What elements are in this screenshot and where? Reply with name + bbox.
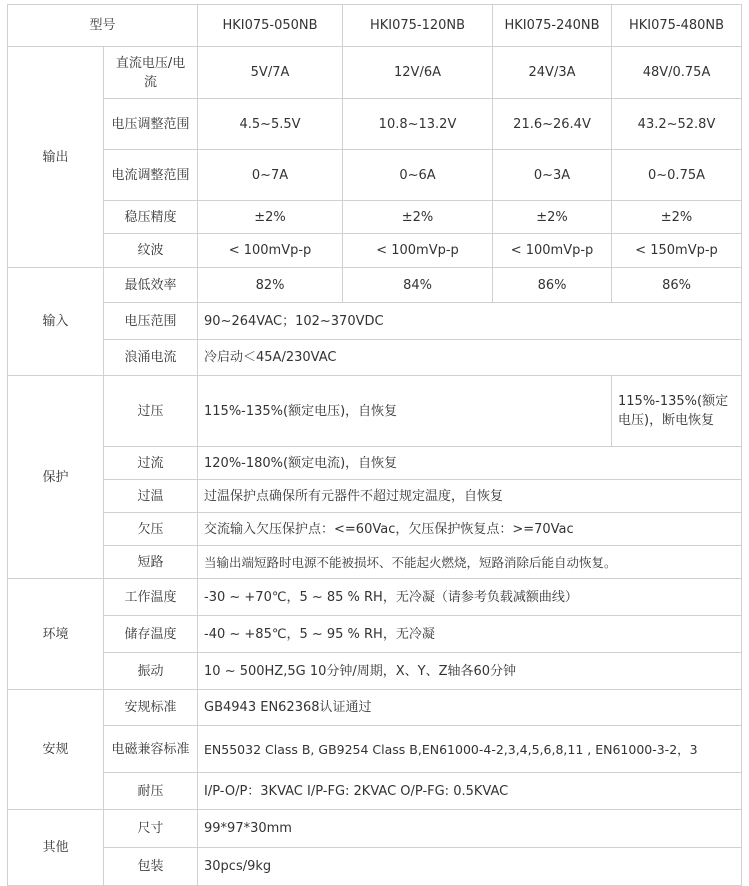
table-row bbox=[8, 376, 742, 447]
table-row bbox=[8, 480, 742, 513]
table-row bbox=[8, 690, 742, 726]
row-label: 短路 bbox=[104, 546, 198, 579]
model-240nb: HKI075-240NB bbox=[493, 5, 612, 47]
group-protection: 保护 bbox=[8, 376, 104, 579]
table-row bbox=[8, 513, 742, 546]
table-row bbox=[8, 47, 742, 99]
cell: 5V/7A bbox=[198, 47, 343, 99]
row-label: 最低效率 bbox=[104, 268, 198, 303]
cell: EN55032 Class B, GB9254 Class B,EN61000-4-2,3,4,5,6,8,11 , EN61000-3-2，3 bbox=[198, 726, 742, 773]
cell: 48V/0.75A bbox=[612, 47, 742, 99]
table-row bbox=[8, 773, 742, 810]
group-environment: 环境 bbox=[8, 579, 104, 690]
cell: 冷启动＜45A/230VAC bbox=[198, 340, 742, 376]
row-label: 包装 bbox=[104, 848, 198, 886]
row-label: 稳压精度 bbox=[104, 201, 198, 234]
row-label: 浪涌电流 bbox=[104, 340, 198, 376]
cell: 99*97*30mm bbox=[198, 810, 742, 848]
model-050nb: HKI075-050NB bbox=[198, 5, 343, 47]
model-header-label: 型号 bbox=[8, 5, 198, 47]
row-label: 电压范围 bbox=[104, 303, 198, 340]
cell: 当输出端短路时电源不能被损坏、不能起火燃烧，短路消除后能自动恢复。 bbox=[198, 546, 742, 579]
cell: 43.2~52.8V bbox=[612, 99, 742, 150]
cell: 0~0.75A bbox=[612, 150, 742, 201]
table-row bbox=[8, 303, 742, 340]
cell: 86% bbox=[612, 268, 742, 303]
row-label: 尺寸 bbox=[104, 810, 198, 848]
row-label: 过温 bbox=[104, 480, 198, 513]
table-row bbox=[8, 810, 742, 848]
cell: -30 ~ +70℃，5 ~ 85 % RH，无冷凝（请参考负载减额曲线） bbox=[198, 579, 742, 616]
table-row bbox=[8, 579, 742, 616]
cell: 86% bbox=[493, 268, 612, 303]
cell: 24V/3A bbox=[493, 47, 612, 99]
cell: 115%-135%(额定电压)，自恢复 bbox=[198, 376, 612, 447]
row-label: 直流电压/电流 bbox=[104, 47, 198, 99]
row-label: 欠压 bbox=[104, 513, 198, 546]
model-480nb: HKI075-480NB bbox=[612, 5, 742, 47]
cell: 4.5~5.5V bbox=[198, 99, 343, 150]
cell: 90~264VAC；102~370VDC bbox=[198, 303, 742, 340]
group-other: 其他 bbox=[8, 810, 104, 886]
table-row bbox=[8, 616, 742, 653]
table-row bbox=[8, 340, 742, 376]
cell: 交流输入欠压保护点：<=60Vac，欠压保护恢复点：>=70Vac bbox=[198, 513, 742, 546]
cell: ±2% bbox=[343, 201, 493, 234]
group-output: 输出 bbox=[8, 47, 104, 268]
group-safety: 安规 bbox=[8, 690, 104, 810]
model-120nb: HKI075-120NB bbox=[343, 5, 493, 47]
cell: 115%-135%(额定电压)，断电恢复 bbox=[612, 376, 742, 447]
cell: ±2% bbox=[198, 201, 343, 234]
table-row bbox=[8, 653, 742, 690]
table-row bbox=[8, 546, 742, 579]
table-row bbox=[8, 268, 742, 303]
cell: I/P-O/P：3KVAC I/P-FG: 2KVAC O/P-FG: 0.5KVAC bbox=[198, 773, 742, 810]
table-row bbox=[8, 726, 742, 773]
cell: < 100mVp-p bbox=[493, 234, 612, 268]
cell: 过温保护点确保所有元器件不超过规定温度，自恢复 bbox=[198, 480, 742, 513]
row-label: 储存温度 bbox=[104, 616, 198, 653]
cell: 10 ~ 500HZ,5G 10分钟/周期，X、Y、Z轴各60分钟 bbox=[198, 653, 742, 690]
row-label: 工作温度 bbox=[104, 579, 198, 616]
table-row bbox=[8, 99, 742, 150]
cell: 0~6A bbox=[343, 150, 493, 201]
group-input: 输入 bbox=[8, 268, 104, 376]
table-row bbox=[8, 234, 742, 268]
row-label: 振动 bbox=[104, 653, 198, 690]
row-label: 电磁兼容标准 bbox=[104, 726, 198, 773]
row-label: 过压 bbox=[104, 376, 198, 447]
cell: < 100mVp-p bbox=[343, 234, 493, 268]
cell: -40 ~ +85℃，5 ~ 95 % RH，无冷凝 bbox=[198, 616, 742, 653]
cell: 10.8~13.2V bbox=[343, 99, 493, 150]
header-row bbox=[8, 5, 742, 47]
row-label: 电流调整范围 bbox=[104, 150, 198, 201]
cell: 0~7A bbox=[198, 150, 343, 201]
row-label: 过流 bbox=[104, 447, 198, 480]
row-label: 纹波 bbox=[104, 234, 198, 268]
cell: GB4943 EN62368认证通过 bbox=[198, 690, 742, 726]
cell: < 150mVp-p bbox=[612, 234, 742, 268]
cell: < 100mVp-p bbox=[198, 234, 343, 268]
table-row bbox=[8, 447, 742, 480]
table-row bbox=[8, 201, 742, 234]
row-label: 耐压 bbox=[104, 773, 198, 810]
cell: 84% bbox=[343, 268, 493, 303]
cell: 120%-180%(额定电流)，自恢复 bbox=[198, 447, 742, 480]
table-row bbox=[8, 150, 742, 201]
cell: ±2% bbox=[493, 201, 612, 234]
table-row bbox=[8, 848, 742, 886]
row-label: 安规标准 bbox=[104, 690, 198, 726]
cell: 30pcs/9kg bbox=[198, 848, 742, 886]
spec-table bbox=[7, 4, 742, 886]
cell: 12V/6A bbox=[343, 47, 493, 99]
cell: ±2% bbox=[612, 201, 742, 234]
cell: 82% bbox=[198, 268, 343, 303]
row-label: 电压调整范围 bbox=[104, 99, 198, 150]
cell: 21.6~26.4V bbox=[493, 99, 612, 150]
cell: 0~3A bbox=[493, 150, 612, 201]
